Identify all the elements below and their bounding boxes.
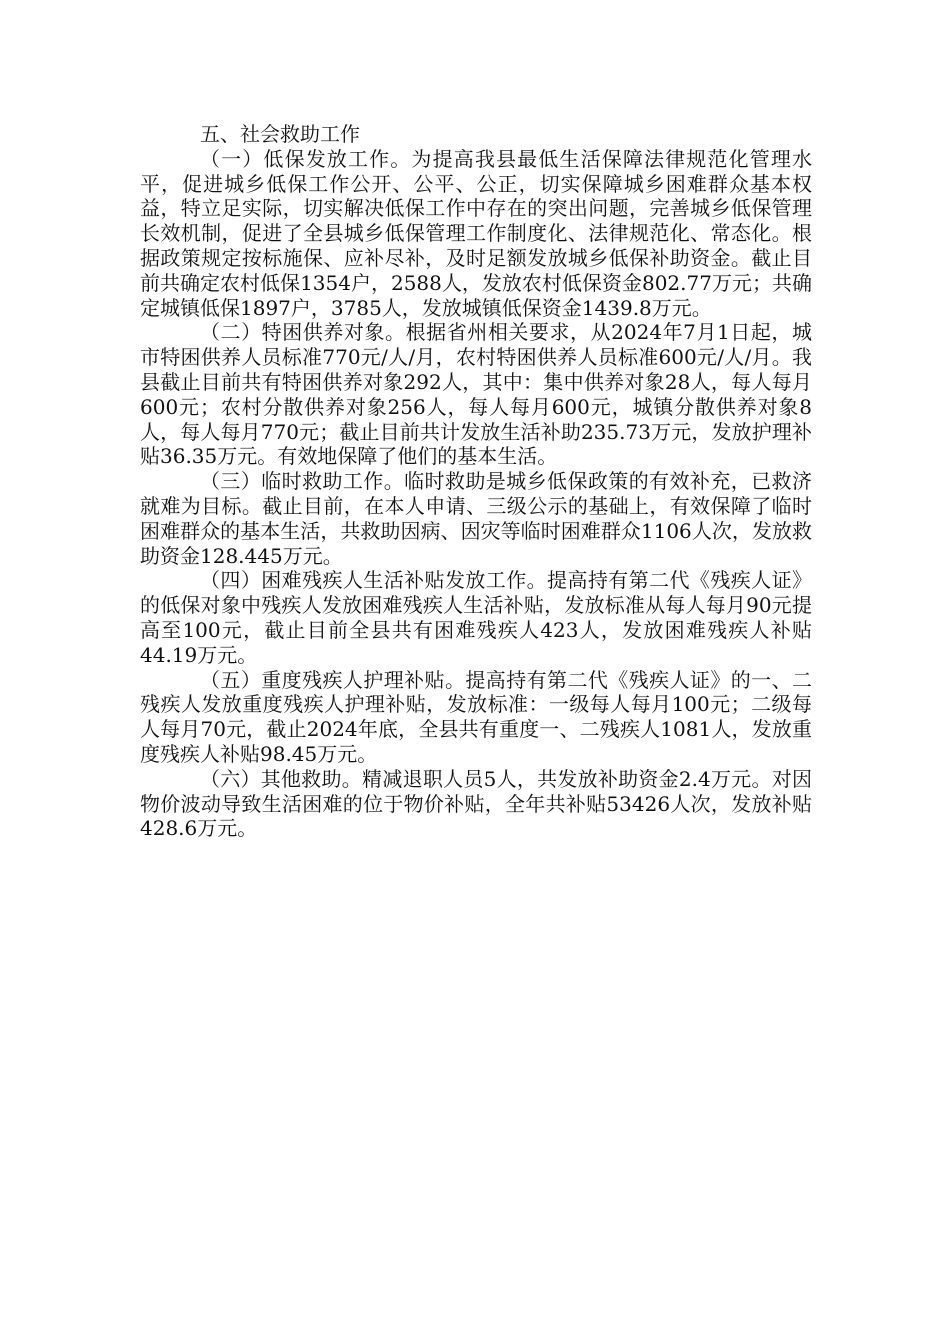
section-heading: 五、社会救助工作 bbox=[200, 122, 360, 146]
paragraph-severe-disability-care-subsidy: （五）重度残疾人护理补贴。提高持有第二代《残疾人证》的一、二残疾人发放重度残疾人护理补贴，发放标准：一级每人每月100元；二级每人每月70元，截止2024年底，全县共有重度一、二残疾人1081人，发放重度残疾人补贴98.45万元。 bbox=[140, 667, 812, 766]
document-body bbox=[140, 122, 812, 841]
paragraph-subsistence-allowance: （一）低保发放工作。为提高我县最低生活保障法律规范化管理水平，促进城乡低保工作公开、公平、公正，切实保障城乡困难群众基本权益，特立足实际，切实解决低保工作中存在的突出问题，完善城乡低保管理长效机制，促进了全县城乡低保管理工作制度化、法律规范化、常态化。根据政策规定按标施保、应补尽补，及时足额发放城乡低保补助资金。截止目前共确定农村低保1354户，2588人，发放农村低保资金802.77万元；共确定城镇低保1897户，3785人，发放城镇低保资金1439.8万元。 bbox=[140, 146, 812, 320]
paragraph-other-assistance: （六）其他救助。精减退职人员5人，共发放补助资金2.4万元。对因物价波动导致生活困难的位于物价补贴，全年共补贴53426人次，发放补贴428.6万元。 bbox=[140, 766, 812, 841]
paragraph-extreme-poverty-support: （二）特困供养对象。根据省州相关要求，从2024年7月1日起，城市特困供养人员标准770元/人/月，农村特困供养人员标准600元/人/月。我县截止目前共有特困供养对象292人，其中：集中供养对象28人，每人每月600元；农村分散供养对象256人，每人每月600元，城镇分散供养对象8人，每人每月770元；截止目前共计发放生活补助235.73万元，发放护理补贴36.35万元。有效地保障了他们的基本生活。 bbox=[140, 320, 812, 469]
paragraph-disabled-living-subsidy: （四）困难残疾人生活补贴发放工作。提高持有第二代《残疾人证》的低保对象中残疾人发放困难残疾人生活补贴，发放标准从每人每月90元提高至100元，截止目前全县共有困难残疾人423人，发放困难残疾人补贴44.19万元。 bbox=[140, 568, 812, 667]
paragraph-temporary-assistance: （三）临时救助工作。临时救助是城乡低保政策的有效补充，已救济就难为目标。截止目前，在本人申请、三级公示的基础上，有效保障了临时困难群众的基本生活，共救助因病、因灾等临时困难群众1106人次，发放救助资金128.445万元。 bbox=[140, 469, 812, 568]
